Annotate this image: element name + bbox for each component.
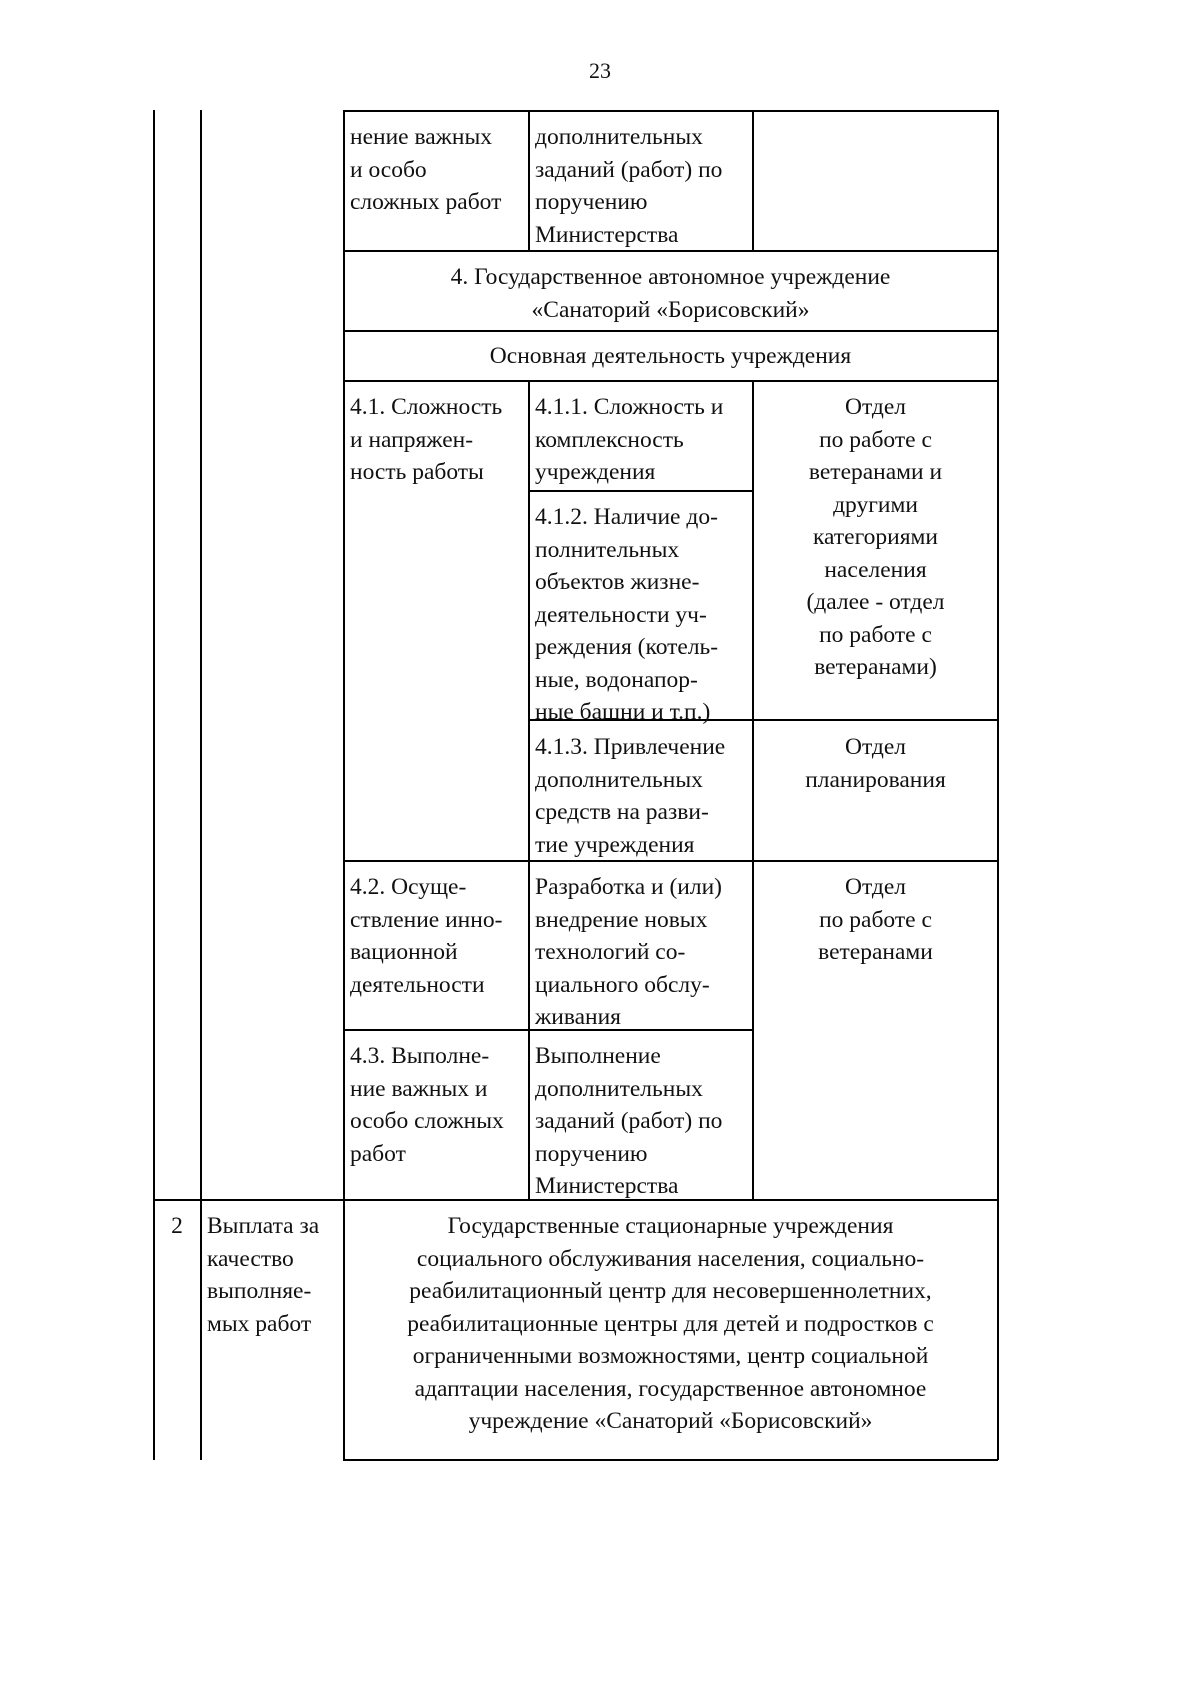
institution-4-title: 4. Государственное автономное учреждение «Санаторий «Борисовский» [450, 264, 891, 323]
criterion-4-1: 4.1. Сложность и напряжен- ность работы [350, 394, 503, 485]
indicator-continuation: дополнительных заданий (работ) по поручению Министерства [535, 124, 723, 248]
row-number-2: 2 [171, 1213, 183, 1239]
criterion-4-3: 4.3. Выполне- ние важных и особо сложных работ [350, 1043, 504, 1167]
payment-type-quality: Выплата за качество выполняе- мых работ [207, 1213, 320, 1337]
criterion-continuation: нение важных и особо сложных работ [350, 124, 502, 215]
page-number: 23 [589, 58, 611, 83]
main-activity-heading: Основная деятельность учреждения [489, 343, 852, 369]
indicator-4-1-1: 4.1.1. Сложность и комплексность учреждения [535, 394, 724, 485]
responsible-planning-dept: Отдел планирования [805, 734, 946, 793]
institutions-list: Государственные стационарные учреждения социального обслуживания населения, социально- реабилитационный центр для несовершеннолетних, реабилитационные центры для детей и подростков с ограниченными возможностями, центр социальной адаптации населения, государственное автономное учреждение «Санаторий «Борисовский» [407, 1213, 934, 1434]
responsible-veterans-dept-full: Отдел по работе с ветеранами и другими категориями населения (далее - отдел по работе с ветеранами) [806, 394, 945, 680]
criterion-4-2: 4.2. Осуще- ствление инно- вационной деятельности [350, 874, 503, 998]
indicator-4-1-3: 4.1.3. Привлечение дополнительных средств на разви- тие учреждения [535, 734, 726, 858]
indicator-4-3: Выполнение дополнительных заданий (работ) по поручению Министерства [535, 1043, 723, 1199]
indicator-4-1-2: 4.1.2. Наличие до- полнительных объектов жизне- деятельности уч- реждения (котель- ные, водонапор- ные башни и т.п.) [535, 504, 719, 725]
responsible-veterans-dept: Отдел по работе с ветеранами [818, 874, 933, 965]
indicator-4-2: Разработка и (или) внедрение новых технологий со- циального обслу- живания [535, 874, 722, 1030]
